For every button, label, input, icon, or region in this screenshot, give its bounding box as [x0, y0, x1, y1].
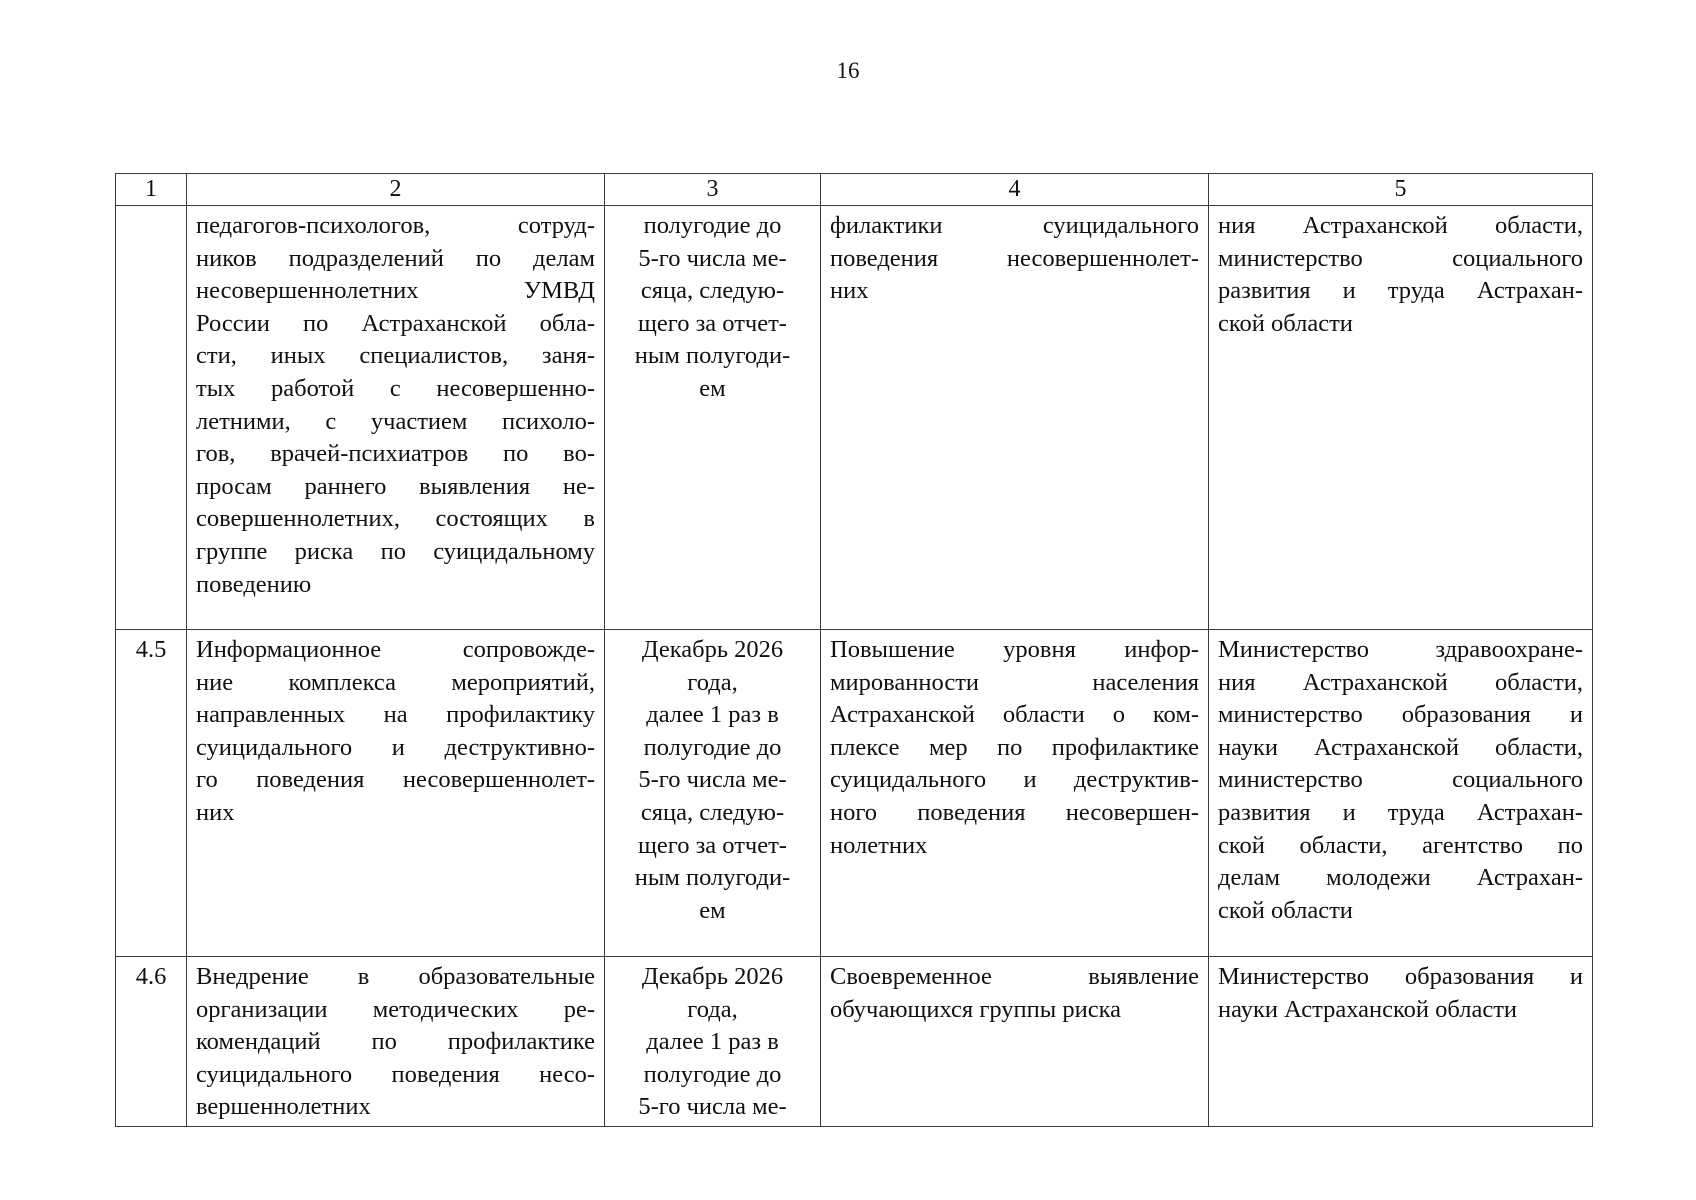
cell-text-line: ем: [699, 896, 726, 924]
cell-text-line: года,: [687, 668, 738, 696]
deadline-cell: [605, 206, 821, 630]
cell-text-line: филактики суицидального: [830, 212, 1199, 239]
cell-text-line: года,: [687, 995, 738, 1023]
cell-text-line: щего за отчет-: [638, 831, 787, 859]
cell-text-line: делам молодежи Астрахан-: [1218, 864, 1583, 892]
cell-text-line: Повышение уровня инфор-: [830, 636, 1199, 663]
expected-result-cell: [821, 206, 1209, 630]
cell-text-line: сяца, следую-: [640, 798, 785, 826]
cell-text-line: них: [830, 277, 869, 305]
cell-text-line: вершеннолетних: [196, 1093, 371, 1121]
cell-text-line: министерство социального: [1218, 244, 1583, 272]
cell-text-line: далее 1 раз в: [646, 1028, 779, 1056]
expected-result-cell: [821, 957, 1209, 1127]
cell-text-line: ской области: [1218, 309, 1353, 337]
cell-text-line: ской области, агентство по: [1218, 831, 1583, 859]
measure-cell: [187, 206, 605, 630]
cell-text-line: поведению: [196, 570, 312, 598]
cell-text-line: педагогов-психологов, сотруд-: [196, 212, 595, 239]
cell-text-line: нолетних: [830, 831, 928, 859]
cell-text-line: сяца, следую-: [640, 277, 785, 305]
cell-text-line: Декабрь 2026: [641, 636, 784, 663]
cell-text-line: суицидального и деструктивно-: [196, 733, 595, 761]
cell-text-line: направленных на профилактику: [196, 701, 595, 729]
cell-text-line: ния Астраханской области,: [1218, 212, 1583, 239]
cell-text-line: группе риска по суицидальному: [196, 537, 595, 565]
column-header-2: 2: [187, 174, 605, 206]
table-row: [116, 206, 1593, 630]
row-number-cell: 4.5: [116, 630, 187, 957]
measure-cell: [187, 957, 605, 1127]
cell-text-line: 5-го числа ме-: [638, 244, 787, 272]
cell-text-line: ние комплекса мероприятий,: [196, 668, 595, 696]
cell-text-line: сти, иных специалистов, заня-: [196, 342, 595, 370]
column-header-5: 5: [1209, 174, 1593, 206]
column-header-1: 1: [116, 174, 187, 206]
cell-text-line: Декабрь 2026: [641, 963, 784, 990]
cell-text-line: обучающихся группы риска: [830, 995, 1121, 1023]
cell-text-line: России по Астраханской обла-: [196, 309, 595, 337]
cell-text-line: го поведения несовершеннолет-: [196, 766, 595, 794]
cell-text-line: комендаций по профилактике: [196, 1028, 595, 1056]
cell-text-line: суицидального и деструктив-: [830, 766, 1199, 794]
measures-table: [115, 173, 1593, 1127]
cell-text-line: ников подразделений по делам: [196, 244, 595, 272]
column-header-3: 3: [605, 174, 821, 206]
cell-text-line: полугодие до: [643, 733, 782, 761]
cell-text-line: организации методических ре-: [196, 995, 595, 1023]
cell-text-line: ем: [699, 374, 726, 402]
cell-text-line: Астраханской области о ком-: [830, 701, 1199, 729]
column-header-4: 4: [821, 174, 1209, 206]
cell-text-line: совершеннолетних, состоящих в: [196, 505, 595, 533]
responsible-cell: [1209, 630, 1593, 957]
cell-text-line: ным полугоди-: [634, 342, 791, 370]
cell-text-line: ской области: [1218, 896, 1353, 924]
cell-text-line: развития и труда Астрахан-: [1218, 277, 1583, 305]
deadline-cell: [605, 630, 821, 957]
cell-text-line: несовершеннолетних УМВД: [196, 277, 595, 305]
cell-text-line: тых работой с несовершенно-: [196, 374, 595, 402]
cell-text-line: развития и труда Астрахан-: [1218, 798, 1583, 826]
cell-text-line: ния Астраханской области,: [1218, 668, 1583, 696]
measure-cell: [187, 630, 605, 957]
expected-result-cell: [821, 630, 1209, 957]
responsible-cell: [1209, 957, 1593, 1127]
row-number-cell: 4.6: [116, 957, 187, 1127]
cell-text-line: плексе мер по профилактике: [830, 733, 1199, 761]
cell-text-line: далее 1 раз в: [646, 701, 779, 729]
cell-text-line: науки Астраханской области: [1218, 995, 1518, 1023]
cell-text-line: ного поведения несовершен-: [830, 798, 1199, 826]
cell-text-line: Министерство здравоохране-: [1218, 636, 1583, 663]
cell-text-line: науки Астраханской области,: [1218, 733, 1583, 761]
cell-text-line: Информационное сопровожде-: [196, 636, 595, 663]
table-row: [116, 630, 1593, 957]
deadline-cell: [605, 957, 821, 1127]
cell-text-line: министерство социального: [1218, 766, 1583, 794]
cell-text-line: щего за отчет-: [638, 309, 787, 337]
cell-text-line: просам раннего выявления не-: [196, 472, 595, 500]
responsible-cell: [1209, 206, 1593, 630]
cell-text-line: суицидального поведения несо-: [196, 1060, 595, 1088]
row-number-cell: [116, 206, 187, 630]
cell-text-line: гов, врачей-психиатров по во-: [196, 440, 595, 468]
cell-text-line: мированности населения: [830, 668, 1199, 696]
cell-text-line: Своевременное выявление: [830, 963, 1199, 990]
cell-text-line: них: [196, 798, 235, 826]
cell-text-line: 5-го числа ме-: [638, 766, 787, 794]
cell-text-line: Министерство образования и: [1218, 963, 1583, 990]
cell-text-line: министерство образования и: [1218, 701, 1583, 729]
cell-text-line: полугодие до: [643, 1060, 782, 1088]
page-number: 16: [836, 58, 860, 83]
cell-text-line: Внедрение в образовательные: [196, 963, 595, 990]
cell-text-line: летними, с участием психоло-: [196, 407, 595, 435]
table-header-row: [116, 174, 1593, 206]
table-row: [116, 957, 1593, 1127]
cell-text-line: 5-го числа ме-: [638, 1093, 787, 1121]
cell-text-line: поведения несовершеннолет-: [830, 244, 1199, 272]
cell-text-line: ным полугоди-: [634, 864, 791, 892]
cell-text-line: полугодие до: [643, 212, 782, 239]
